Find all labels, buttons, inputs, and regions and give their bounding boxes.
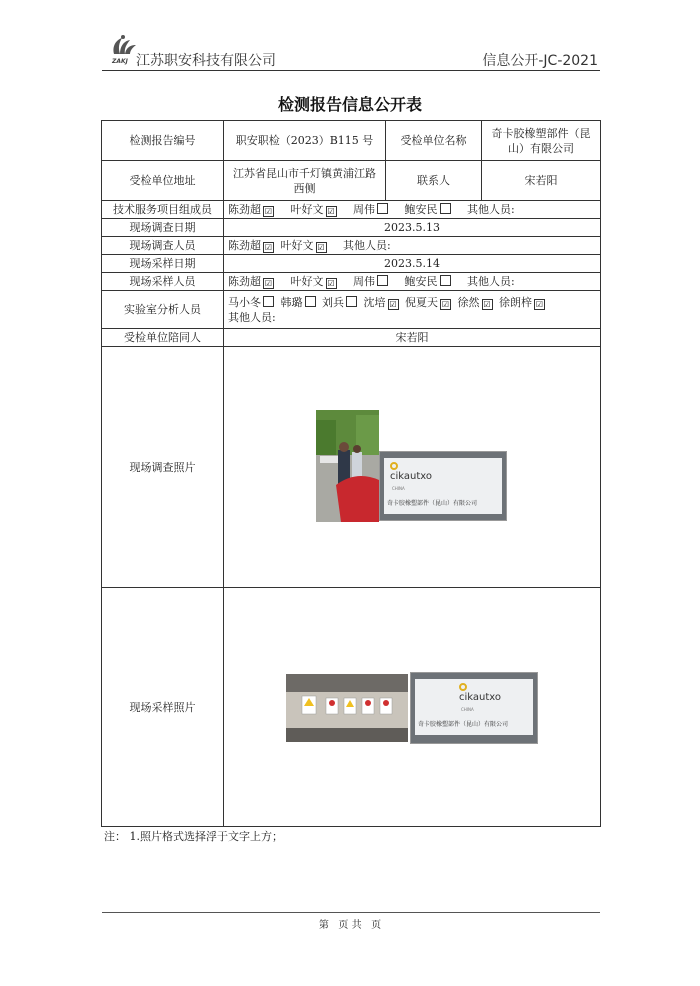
footnote: 注： 1.照片格式选择浮于文字上方； bbox=[104, 830, 283, 843]
sign-brand: cikautxo bbox=[459, 692, 502, 703]
report-no-label: 检测报告编号 bbox=[102, 121, 224, 161]
page-footer: 第 页 共 页 bbox=[318, 920, 382, 931]
contact-label: 联系人 bbox=[386, 161, 482, 201]
document-id: 信息公开-JC-2021 bbox=[482, 53, 598, 69]
warning-signs-photo bbox=[286, 674, 408, 742]
checkbox-checked-icon[interactable]: ☑ bbox=[264, 279, 273, 288]
client-name-label: 受检单位名称 bbox=[386, 121, 482, 161]
checkbox-empty-icon[interactable] bbox=[263, 296, 274, 307]
report-no-value: 职安职检（2023）B115 号 bbox=[224, 121, 386, 161]
company-logo-icon bbox=[106, 32, 140, 66]
checkbox-empty-icon[interactable] bbox=[440, 275, 451, 286]
checkbox-empty-icon[interactable] bbox=[377, 275, 388, 286]
checkbox-checked-icon[interactable]: ☑ bbox=[483, 299, 491, 309]
team-member: 鲍安民 bbox=[404, 203, 438, 216]
sign-brand: cikautxo bbox=[390, 471, 433, 482]
page-header bbox=[102, 40, 600, 71]
sample-date-value: 2023.5.14 bbox=[224, 255, 601, 273]
info-table bbox=[101, 120, 601, 827]
svg-text:ZAKJ: ZAKJ bbox=[112, 58, 128, 65]
company-sign-photo bbox=[379, 451, 507, 521]
sample-other: 其他人员: bbox=[467, 275, 515, 288]
sign-text: 奇卡胶橡塑部件（昆山）有限公司 bbox=[418, 721, 509, 728]
survey-member: 陈劲超 bbox=[228, 239, 261, 252]
team-member: 陈劲超 bbox=[228, 203, 261, 216]
survey-staff-label: 现场调查人员 bbox=[102, 237, 224, 255]
team-members bbox=[224, 201, 601, 219]
checkbox-checked-icon[interactable]: ☑ bbox=[327, 279, 335, 288]
sign-text: 奇卡胶橡塑部件（昆山）有限公司 bbox=[387, 500, 478, 507]
checkbox-empty-icon[interactable] bbox=[377, 203, 388, 214]
sample-member: 周伟 bbox=[353, 275, 375, 288]
survey-scene-photo bbox=[316, 410, 379, 522]
sign-brand-sub: CHINA bbox=[392, 486, 405, 491]
lab-staff bbox=[224, 291, 601, 329]
checkbox-checked-icon[interactable]: ☑ bbox=[317, 243, 325, 252]
checkbox-checked-icon[interactable]: ☑ bbox=[264, 243, 273, 252]
lab-member: 徐朗梓 bbox=[499, 295, 532, 309]
sample-staff bbox=[224, 273, 601, 291]
lab-staff-label: 实验室分析人员 bbox=[102, 291, 224, 329]
checkbox-checked-icon[interactable]: ☑ bbox=[441, 299, 450, 309]
lab-other: 其他人员: bbox=[228, 310, 276, 324]
sample-member: 陈劲超 bbox=[228, 275, 261, 288]
survey-member: 叶好文 bbox=[280, 239, 314, 252]
survey-staff bbox=[224, 237, 601, 255]
escort-value: 宋若阳 bbox=[224, 329, 601, 347]
sign-brand-sub: CHINA bbox=[461, 707, 474, 712]
checkbox-empty-icon[interactable] bbox=[346, 296, 357, 307]
survey-other: 其他人员: bbox=[343, 239, 391, 252]
team-member: 叶好文 bbox=[290, 203, 324, 216]
survey-date-label: 现场调查日期 bbox=[102, 219, 224, 237]
sample-member: 鲍安民 bbox=[404, 275, 438, 288]
survey-photo-label: 现场调查照片 bbox=[102, 347, 224, 588]
checkbox-checked-icon[interactable]: ☑ bbox=[535, 299, 544, 309]
checkbox-checked-icon[interactable]: ☑ bbox=[327, 207, 335, 216]
sample-member: 叶好文 bbox=[290, 275, 324, 288]
checkbox-empty-icon[interactable] bbox=[305, 296, 316, 307]
lab-member: 倪夏天 bbox=[405, 295, 438, 309]
lab-member: 马小冬 bbox=[228, 295, 261, 309]
lab-member: 徐然 bbox=[457, 295, 480, 309]
lab-member: 韩璐 bbox=[280, 295, 303, 309]
footer-divider bbox=[102, 912, 600, 913]
client-name-value: 奇卡胶橡塑部件（昆山）有限公司 bbox=[482, 121, 601, 161]
lab-member: 沈培 bbox=[363, 295, 386, 309]
survey-photo-cell bbox=[224, 347, 601, 588]
address-label: 受检单位地址 bbox=[102, 161, 224, 201]
company-name: 江苏职安科技有限公司 bbox=[136, 53, 276, 69]
escort-label: 受检单位陪同人 bbox=[102, 329, 224, 347]
checkbox-checked-icon[interactable]: ☑ bbox=[264, 207, 273, 216]
lab-member: 刘兵 bbox=[322, 295, 344, 309]
checkbox-empty-icon[interactable] bbox=[440, 203, 451, 214]
survey-date-value: 2023.5.13 bbox=[224, 219, 601, 237]
team-other: 其他人员: bbox=[467, 203, 515, 216]
team-member: 周伟 bbox=[353, 203, 375, 216]
sample-photo-cell bbox=[224, 588, 601, 827]
company-sign-photo bbox=[410, 672, 538, 744]
sample-staff-label: 现场采样人员 bbox=[102, 273, 224, 291]
contact-value: 宋若阳 bbox=[482, 161, 601, 201]
checkbox-checked-icon[interactable]: ☑ bbox=[389, 299, 397, 309]
sample-photo-label: 现场采样照片 bbox=[102, 588, 224, 827]
team-label: 技术服务项目组成员 bbox=[102, 201, 224, 219]
sample-date-label: 现场采样日期 bbox=[102, 255, 224, 273]
page-title: 检测报告信息公开表 bbox=[277, 95, 422, 114]
address-value: 江苏省昆山市千灯镇黄浦江路西侧 bbox=[224, 161, 386, 201]
